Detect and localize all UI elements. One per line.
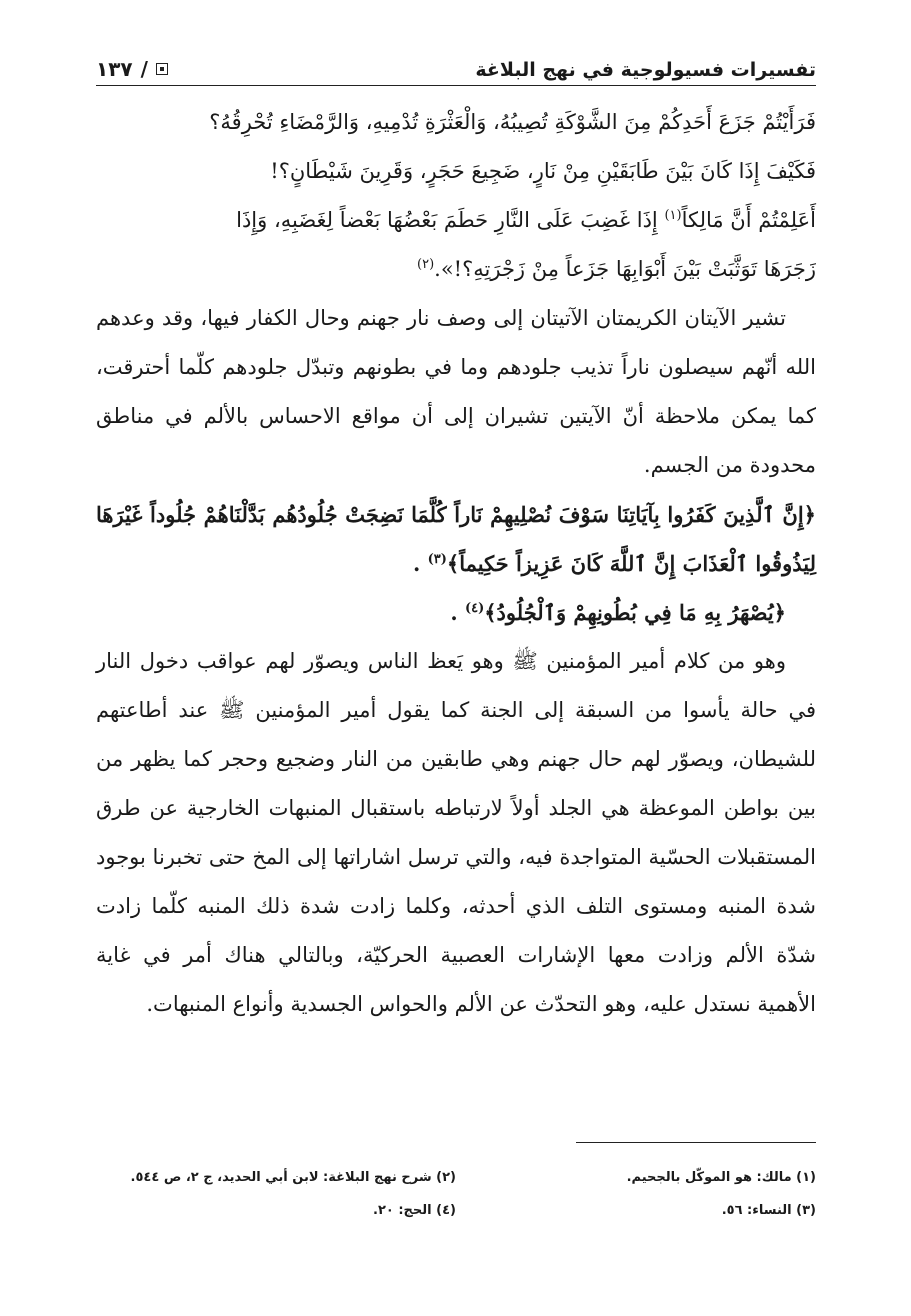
sermon-line-3-end: إِذَا غَضِبَ عَلَى النَّارِ حَطَمَ بَعْضُهَا بَعْضاً لِغَضَبِهِ، وَإِذَا [236,208,665,232]
book-title: تفسيرات فسيولوجية في نهج البلاغة [475,59,816,81]
sermon-line-3-start: أَعَلِمْتُمْ أَنَّ مَالِكاً [681,208,816,232]
paragraph-intro: تشير الآيتان الكريمتان الآتيتان إلى وصف نار جهنم وحال الكفار فيها، وقد وعدهم الله أنّهم سيصلون ناراً تذيب جلودهم وما في بطونهم وتبدّل جلودهم كلّما أحترقت، كما يمكن ملاحظة أنّ الآيتين تشيران إلى أن مواقع الاحساس بالألم في مناطق محدودة من الجسم. [96,306,816,477]
quran-verse-2-end: . [450,600,465,625]
footnote-1: (١) مالك: هو الموكّل بالجحيم. [626,1170,816,1185]
page-number-separator: / [140,57,148,81]
sermon-line-4-text: زَجَرَهَا تَوَثَّبَتْ بَيْنَ أَبْوَابِهَا جَزَعاً مِنْ زَجْرَتِهِ؟!». [434,257,816,281]
sermon-line-3 [96,196,816,245]
footnote-ref-3: (٣) [427,552,447,567]
running-header [96,40,816,86]
footnote-ref-4: (٤) [464,601,485,616]
sermon-line-4 [96,245,816,294]
footnote-ref-2: (٢) [417,257,435,272]
footnote-ref-1: (١) [664,208,682,223]
footnote-4: (٤) الحج: ٢٠. [373,1203,456,1218]
sermon-line-2: فَكَيْفَ إِذَا كَانَ بَيْنَ طَابَقَيْنِ مِنْ نَارٍ، ضَجِيعَ حَجَرٍ، وَقَرِينَ شَيْطَانٍ؟! [270,159,816,183]
quran-verse-1-end: . [412,551,428,576]
footnotes [96,1170,816,1218]
sermon-line-1: فَرَأَيْتُمْ جَزَعَ أَحَدِكُمْ مِنَ الشَّوْكَةِ تُصِيبُهُ، وَالْعَثْرَةِ تُدْمِيهِ، وَالرَّمْضَاءِ تُحْرِقُهُ؟ [209,110,816,134]
footnote-divider [576,1142,816,1143]
page-number: ١٣٧ [96,57,133,81]
ornament-icon [156,63,168,75]
sermon-quote [96,98,816,294]
quran-verse-2-text: ﴿يُصْهَرُ بِهِ مَا فِي بُطُونِهِمْ وَٱلْجُلُودُ﴾ [484,600,786,625]
footnote-3: (٣) النساء: ٥٦. [721,1203,816,1218]
quran-verse-1-text: ﴿إِنَّ ٱلَّذِينَ كَفَرُوا بِآيَاتِنَا سَوْفَ نُصْلِيهِمْ نَاراً كُلَّمَا نَضِجَتْ جُلُودُهُم بَدَّلْنَاهُمْ جُلُوداً غَيْرَهَا لِيَذُوقُوا ٱلْعَذَابَ إِنَّ ٱللَّهَ كَانَ عَزِيزاً حَكِيماً﴾ [96,502,816,576]
paragraph-commentary: وهو من كلام أمير المؤمنين ﷺ وهو يَعظ الناس ويصوّر لهم عواقب دخول النار في حالة يأسوا من السبقة إلى الجنة كما يقول أمير المؤمنين ﷺ عند أطاعتهم للشيطان، ويصوّر لهم حال جهنم وهي طابقين من النار وضجيع وحجر كما يظهر من بين بواطن الموعظة هي الجلد أولاً لارتباطه باستقبال المنبهات الخارجية عن طرق المستقبلات الحسّية المتواجدة فيه، والتي ترسل اشاراتها إلى المخ حتى تخبرنا بوجود شدة المنبه ومستوى التلف الذي أحدثه، وكلما زادت شدة ذلك المنبه كلّما زادت شدّة الألم وزادت معها الإشارات العصبية الحركيّة، وبالتالي هناك أمر في غاية الأهمية نستدل عليه، وهو التحدّث عن الألم والحواس الجسدية وأنواع المنبهات. [96,649,816,1016]
footnote-2: (٢) شرح نهج البلاغة: لابن أبي الحديد، ج ٢، ص ٥٤٤. [130,1170,456,1185]
quran-verse-2 [96,588,816,637]
book-page [96,40,816,1280]
page-number-block [96,57,168,81]
quran-verse-1 [96,490,816,588]
